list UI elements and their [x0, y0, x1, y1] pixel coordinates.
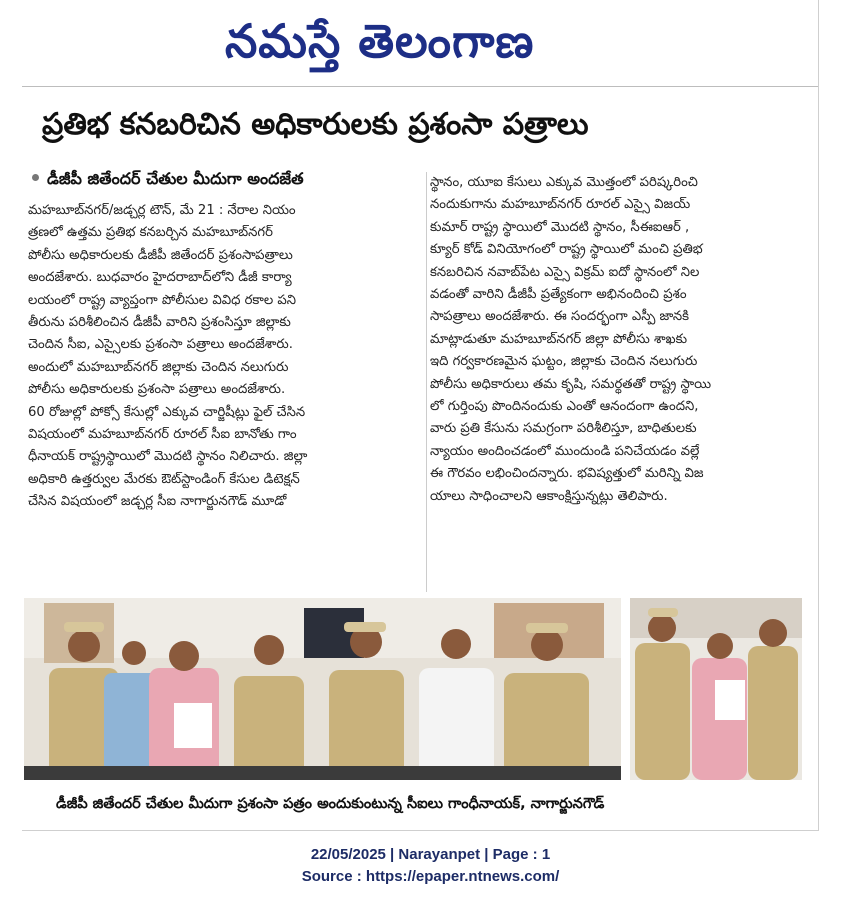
- column-line: తీరును పరిశీలించిన డీజీపీ వారిని ప్రశంసిస్తూ జిల్లాకు: [28, 315, 291, 331]
- article-headline: ప్రతిభ కనబరిచిన అధికారులకు ప్రశంసా పత్రాలు: [42, 107, 589, 142]
- column-line: పోలీసు అధికారులు తమ కృషి, సమర్థతతో రాష్ట్ర స్థాయి: [430, 376, 712, 392]
- column-line: సాపత్రాలు అందజేశారు. ఈ సందర్భంగా ఎస్పీ జానకి: [430, 309, 690, 325]
- column-divider: [426, 172, 427, 592]
- column-line: ధీనాయక్ రాష్ట్రస్థాయిలో మొదటి స్థానం నిలిచారు. జిల్లా: [28, 449, 308, 465]
- column-line: చేసిన విషయంలో జడ్చర్ల సీఐ నాగార్జునగౌడ్ మూడో: [28, 494, 287, 510]
- column-line: 60 రోజుల్లో పోక్సో కేసుల్లో ఎక్కువ చార్జిషీట్లు ఫైల్ చేసిన: [28, 404, 306, 420]
- column-line: కనబరిచిన నవాబ్‌పేట ఎస్సై విక్రమ్ ఐదో స్థానంలో నిల: [430, 264, 700, 280]
- column-line: చెందిన సీఐ, ఎస్సైలకు ప్రశంసా పత్రాలు అందజేశారు.: [28, 337, 293, 353]
- column-line: నందుకుగాను మహబూబ్‌నగర్ రూరల్ ఎస్సై విజయ్: [430, 197, 691, 213]
- footer-date-edition: 22/05/2025 | Narayanpet | Page : 1: [310, 846, 551, 863]
- group-photo-illustration: [24, 598, 621, 780]
- newspaper-masthead: నమస్తే తెలంగాణ: [225, 14, 535, 68]
- photo-caption: డీజీపీ జితేందర్ చేతుల మీదుగా ప్రశంసా పత్రం అందుకుంటున్న సీఐలు గాంధీనాయక్, నాగార్జునగౌడ్: [56, 796, 605, 812]
- column-line: లయంలో రాష్ట్ర వ్యాప్తంగా పోలీసుల వివిధ రకాల పని: [28, 292, 297, 308]
- article-subheadline: [28, 166, 428, 192]
- footer-source-link[interactable]: Source : https://epaper.ntnews.com/: [301, 868, 560, 885]
- column-line: విషయంలో మహబూబ్‌నగర్ రూరల్ సీఐ బానోతు గాం: [28, 427, 297, 443]
- column-line: వడంతో వారిని డీజీపీ ప్రత్యేకంగా అభినందించి ప్రశం: [430, 287, 687, 303]
- column-line: ఈ గౌరవం లభించిందన్నారు. భవిష్యత్తులో మరిన్ని విజ: [430, 466, 704, 482]
- column-line: పోలీసు అధికారులకు ప్రశంసా పత్రాలు అందజేశారు.: [28, 382, 286, 398]
- inset-photo: [630, 598, 802, 780]
- column-line: క్యూర్ కోడ్ వినియోగంలో రాష్ట్ర స్థాయిలో మంచి ప్రతిభ: [430, 242, 703, 258]
- column-line: ఇది గర్వకారణమైన ఘట్టం, జిల్లాకు చెందిన నలుగురు: [430, 354, 698, 370]
- bullet-icon: [32, 174, 39, 181]
- subheadline-text: డీజీపీ జితేందర్ చేతుల మీదుగా అందజేత: [47, 169, 304, 188]
- column-line: స్థానం, యూఐ కేసులు ఎక్కువ మొత్తంలో పరిష్కరించి: [430, 175, 698, 190]
- column-line: వారు ప్రతి కేసును సమగ్రంగా పరిశీలిస్తూ, బాధితులకు: [430, 421, 697, 437]
- column-line: పోలీసు అధికారులకు డీజీపీ జితేందర్ ప్రశంసాపత్రాలు: [28, 247, 293, 263]
- column-line: అందులో మహబూబ్‌నగర్ జిల్లాకు చెందిన నలుగురు: [28, 359, 289, 375]
- column-line: యాలు సాధించాలని ఆకాంక్షిస్తున్నట్లు తెలిపారు.: [430, 488, 668, 504]
- inset-photo-illustration: [630, 598, 802, 780]
- column-line: అందజేశారు. బుధవారం హైదరాబాద్‌లోని డీజీ కార్యా: [28, 270, 292, 286]
- article-column-2: [430, 172, 806, 592]
- column-line: త్రణలో ఉత్తమ ప్రతిభ కనబర్చిన మహబూబ్‌నగర్: [28, 225, 273, 241]
- column-line: లో గుర్తింపు పొందినందుకు ఎంతో ఆనందంగా ఉందని,: [430, 399, 699, 415]
- article-column-1: [28, 200, 423, 585]
- column-line: అధికారి ఉత్తర్వుల మేరకు ఔట్‌స్టాండింగ్ కేసుల డిటెక్షన్: [28, 471, 300, 487]
- group-photo: [24, 598, 621, 780]
- column-line: మహబూబ్‌నగర్/జడ్చర్ల టౌన్, మే 21 : నేరాల నియం: [28, 203, 296, 218]
- column-line: న్యాయం అందించడంలో ముందుండి పనిచేయడం వల్లే: [430, 443, 700, 459]
- column-line: కుమార్ రాష్ట్ర స్థాయిలో మొదటి స్థానం, సీఈఐఆర్ ,: [430, 219, 690, 235]
- masthead-rule: [22, 86, 818, 87]
- column-line: మాట్లాడుతూ మహబూబ్‌నగర్ జిల్లా పోలీసు శాఖకు: [430, 331, 688, 347]
